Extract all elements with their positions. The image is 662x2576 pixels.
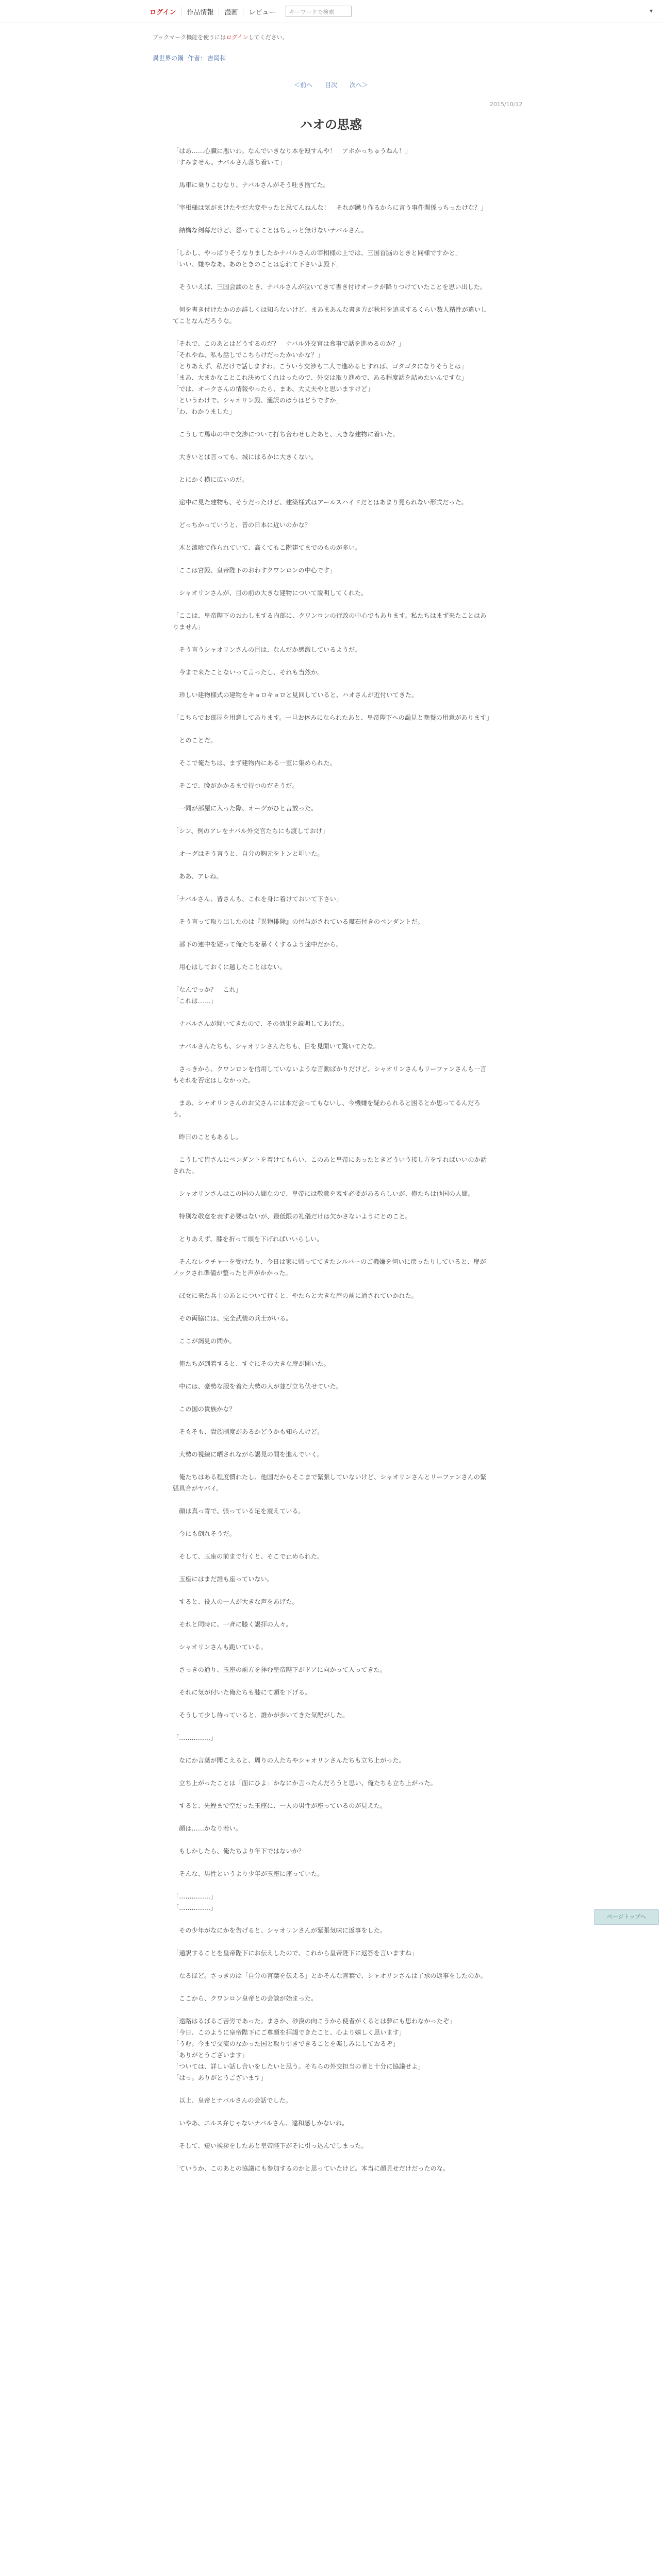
body-paragraph: 部下の連中を疑って俺たちを暴くくするよう途中だから。 [173, 941, 343, 948]
body-paragraph: さっきの通り、玉座の前方を拝む皇帝陛下がドアに向かって入ってきた。 [173, 1666, 387, 1673]
body-paragraph: 「……………」 [173, 1904, 217, 1911]
blank-line [173, 1369, 490, 1381]
blank-line [173, 1857, 490, 1868]
body-paragraph: 途中に見た建物も、そうだったけど、建築様式はアールスハイドだとはあまり見られない形式だった。 [173, 499, 468, 506]
blank-line [173, 1585, 490, 1596]
blank-line [173, 1539, 490, 1551]
post-date: 2015/10/12 [490, 101, 523, 108]
body-paragraph: そこで、晩がかかるまで待つのだそうだ。 [173, 782, 299, 789]
site-header [0, 0, 662, 23]
body-paragraph: 昨日のこともあるし。 [173, 1133, 242, 1141]
blank-line [173, 1698, 490, 1709]
blank-line [173, 1415, 490, 1426]
blank-line [173, 723, 490, 735]
blank-line [173, 655, 490, 667]
body-paragraph: それと同時に、一斉に膝く謁拝の人々。 [173, 1621, 292, 1628]
breadcrumb [153, 54, 230, 62]
blank-line [173, 599, 490, 610]
body-paragraph: 「というわけで、シャオリン殿、通訳のほうはどうですか」 [173, 397, 342, 404]
body-paragraph: 以上、皇帝とナバルさんの会話でした。 [173, 2097, 292, 2104]
chevron-down-icon[interactable]: ▾ [649, 7, 653, 14]
body-paragraph: 立ち上がったことは「面にひよ」かなにか言ったんだろうと思い、俺たちも立ち上がった。 [173, 1780, 437, 1787]
body-paragraph: 「わ、わかりました」 [173, 408, 236, 415]
body-paragraph: 「しかし、やっぱりそうなりましたかナバルさんの宰相様の上では、三国首脳のときと同様ですかと」 [173, 249, 461, 257]
blank-line [173, 1936, 490, 1947]
body-paragraph: 今まで来たことないって言ったし、それも当然か。 [173, 669, 324, 676]
body-paragraph: そういえば、三国会談のとき、ナバルさんが泣いてきて書き付けオークが降りつけていたことを思い出した。 [173, 283, 487, 291]
body-paragraph: 結構な剣幕だけど、怒ってることはちょっと無けないナバルさん。 [173, 227, 368, 234]
body-paragraph: もしかしたら、俺たちより年下ではないか？ [173, 1848, 305, 1855]
blank-line [173, 1086, 490, 1097]
body-paragraph: 大きいとは言っても、城にはるかに大きくない。 [173, 453, 318, 461]
body-paragraph: オーグはそう言うと、自分の胸元をトンと叩いた。 [173, 850, 324, 857]
blank-line [173, 882, 490, 893]
blank-line [173, 417, 490, 429]
body-paragraph: とのことだ。 [173, 737, 217, 744]
body-paragraph: 「……………」 [173, 1734, 217, 1741]
body-paragraph: なにか言葉が聞こえると、周りの人たちやシャオリンさんたちも立ち上がった。 [173, 1757, 405, 1764]
body-paragraph: そうして少し待っていると、誰かが歩いてきた気配がした。 [173, 1711, 349, 1719]
blank-line [173, 1347, 490, 1358]
body-paragraph: そう言って取り出したのは『異物排除』の付与がされている魔石付きのペンダントだ。 [173, 918, 424, 925]
breadcrumb-author-link[interactable]: 吉岡和 [207, 55, 226, 62]
body-paragraph: その両脇には、完全武装の兵士がいる。 [173, 1315, 292, 1322]
body-paragraph: 「遠路はるばるご苦労であった。まさか、砂漠の向こうから使者がくるとは夢にも思わなかったぞ」 [173, 2018, 456, 2025]
blank-line [173, 973, 490, 984]
body-paragraph: それに気が付いた俺たちも膝にて頭を下げる。 [173, 1689, 311, 1696]
blank-line [173, 1562, 490, 1573]
body-paragraph: 馬車に乗りこむなり、ナバルさんがそう吐き捨てた。 [173, 181, 329, 189]
blank-line [173, 1052, 490, 1063]
blank-line [173, 1675, 490, 1687]
blank-line [173, 769, 490, 780]
blank-line [173, 168, 490, 179]
body-paragraph: 「ここは宮殿、皇帝陛下のおわすクワンロンの中心です」 [173, 567, 336, 574]
body-paragraph: 今にも倒れそうだ。 [173, 1530, 236, 1537]
blank-line [173, 191, 490, 202]
blank-line [173, 1913, 490, 1925]
body-paragraph: 「はっ。ありがとうございます」 [173, 2074, 267, 2081]
header-menu [144, 5, 352, 18]
chapter-pager [0, 80, 662, 89]
body-paragraph: 珍しい建物様式の建物をキョロキョロと見回していると、ハオさんが近付いてきた。 [173, 691, 418, 699]
body-paragraph: こうして皆さんにペンダントを着けてもらい、このあと皇帝にあったときどういう接し方をすればいいのか話された。 [173, 1156, 487, 1175]
blank-line [173, 791, 490, 803]
body-paragraph: 「ありがとうございます」 [173, 2052, 249, 2059]
blank-line [173, 701, 490, 712]
blank-line [173, 1494, 490, 1505]
login-notice [153, 33, 288, 41]
blank-line [173, 1981, 490, 1993]
blank-line [173, 1766, 490, 1777]
body-paragraph: 「宰相様は気がまけたやだ大変やったと思てんねんな！ それが蹴り作るからに言う事件関係っちったけな？」 [173, 204, 487, 211]
blank-line [173, 1279, 490, 1290]
blank-line [173, 814, 490, 825]
blank-line [173, 2004, 490, 2015]
body-paragraph: その少年がなにかを告げると、シャオリンさんが緊張気味に返事をした。 [173, 1927, 387, 1934]
blank-line [173, 1245, 490, 1256]
body-paragraph: 顔は真っ青で、張っている足を震えている。 [173, 1507, 305, 1515]
body-paragraph: すると、役人の一人が大きな声をあげた。 [173, 1598, 299, 1605]
blank-line [173, 440, 490, 451]
body-paragraph: ここから、クワンロン皇帝との会談が始まった。 [173, 1995, 318, 2002]
body-paragraph: 俺たちはある程度慣れたし、他国だからそこまで緊張していないけど、シャオリンさんとリーファンさんの緊張具合がヤバイ。 [173, 1473, 487, 1492]
body-paragraph: すると、先程まで空だった玉座に、一人の男性が座っているのが見えた。 [173, 1802, 387, 1809]
blank-line [173, 1199, 490, 1211]
body-paragraph: 一同が部屋に入った際、オーグがひと言放った。 [173, 805, 318, 812]
body-paragraph: 「うむ。今まで交流のなかった国と取り引きできることを楽しみにしておるぞ」 [173, 2040, 399, 2047]
blank-line [173, 213, 490, 225]
blank-line [173, 1789, 490, 1800]
body-paragraph: そう言うシャオリンさんの目は、なんだか感激しているようだ。 [173, 646, 361, 653]
blank-line [173, 1653, 490, 1664]
blank-line [173, 576, 490, 587]
blank-line [173, 463, 490, 474]
blank-line [173, 1222, 490, 1233]
body-paragraph: シャオリンさんも跪いている。 [173, 1643, 267, 1651]
body-paragraph: ナバルさんたちも、シャオリンさんたちも、目を見開いて驚いてたな。 [173, 1043, 380, 1050]
blank-line [173, 1120, 490, 1131]
blank-line [173, 1301, 490, 1313]
body-paragraph: 「はあ……心臓に悪いわ。なんでいきなり本を殴すんや！ アホかっちゅうねん！」 [173, 147, 411, 155]
blank-line [173, 1811, 490, 1823]
blank-line [173, 1392, 490, 1403]
blank-line [173, 1721, 490, 1732]
search-input[interactable]: キーワードで検索 [286, 6, 352, 17]
body-paragraph: 「とりあえず、私だけで話しますわ。こういう交渉も二人で進めるとすれば、ゴタゴタになりそうとは」 [173, 363, 468, 370]
blank-line [173, 1959, 490, 1970]
body-paragraph: 「……………」 [173, 1893, 217, 1900]
body-paragraph: 「ここは、皇帝陛下のおわしまする内部に、クワンロンの行政の中心でもあります。私たちはまず来たことはありません」 [173, 612, 487, 631]
body-paragraph: 「すみません。ナバルさん落ち着いて」 [173, 159, 286, 166]
body-paragraph: とにかく横に広いのだ。 [173, 476, 249, 483]
page-top-button[interactable]: ページトップへ [594, 1909, 659, 1925]
body-paragraph: 「ていうか、このあとの協議にも参加するのかと思っていたけど。本当に顔見せだけだったのな。 [173, 2165, 450, 2172]
blank-line [173, 746, 490, 757]
prev-link[interactable]: ＜前へ [294, 81, 313, 89]
body-paragraph: 「これは……」 [173, 997, 217, 1005]
breadcrumb-work-link[interactable]: 異世界の鍋 [153, 55, 184, 62]
blank-line [173, 327, 490, 338]
body-paragraph: ああ、アレね。 [173, 873, 223, 880]
body-paragraph: 何を書き付けたかのか詳しくは知らないけど、まあまあんな書き方が秋村を追求するくらい数人精性が違いしてことなんだろうな。 [173, 306, 487, 325]
body-paragraph: 「まあ、大まかなことこれ決めてくれはったので、外交は取り進めで、ある程度話を詰めたいんですな」 [173, 374, 468, 381]
body-paragraph: 顔は……かなり若い。 [173, 1825, 242, 1832]
blank-line [173, 950, 490, 961]
next-link[interactable]: 次へ＞ [349, 81, 368, 89]
body-paragraph: 「では、オークさんの情報やったら、まあ、大丈夫やと思いますけど」 [173, 385, 374, 393]
body-paragraph: ナバルさんが聞いてきたので、その効果を説明してあげた。 [173, 1020, 349, 1027]
body-paragraph: 俺たちが到着すると、すぐにその大きな扉が開いた。 [173, 1360, 330, 1367]
body-paragraph: 玉座にはまだ誰も座っていない。 [173, 1575, 273, 1583]
body-paragraph: そんな、男性というより少年が玉座に座っていた。 [173, 1870, 324, 1877]
body-paragraph: 木と漆喰で作られていて、高くてもこ階建てまでのものが多い。 [173, 544, 361, 551]
body-paragraph: 中には、豪勢な服を着た大勢の人が並び立ち伏せていた。 [173, 1383, 343, 1390]
blank-line [173, 531, 490, 542]
menu-item-review[interactable]: レビュー [243, 7, 280, 16]
blank-line [173, 1029, 490, 1041]
blank-line [173, 1007, 490, 1018]
blank-line [173, 293, 490, 304]
chapter-body [173, 145, 493, 2174]
blank-line [173, 2106, 490, 2117]
blank-line [173, 485, 490, 497]
body-paragraph: まあ、シャオリンさんのお父さんには本だ会ってもないし、今機嫌を疑わられると困るとか思ってるんだろう。 [173, 1099, 481, 1118]
blank-line [173, 837, 490, 848]
body-paragraph: 「今日、このように皇帝陛下にご尊顔を拝謁できたこと、心より嬉しく思います」 [173, 2029, 405, 2036]
body-paragraph: 「シン、例のアレをナバル外交官たちにも渡しておけ」 [173, 827, 329, 835]
body-paragraph: 「ナバルさん、皆さんも、これを身に着けておいて下さい」 [173, 895, 343, 903]
body-paragraph: そして、短い挨拶をしたあと皇帝陛下がそに引っ込んでしまった。 [173, 2142, 368, 2149]
blank-line [173, 1879, 490, 1891]
body-paragraph: ここが謁見の間か。 [173, 1337, 236, 1345]
chapter-title: ハオの思惑 [300, 117, 362, 132]
body-paragraph: とりあえず、膝を折って頭を下げればいいらしい。 [173, 1235, 323, 1243]
blank-line [173, 1607, 490, 1619]
blank-line [173, 270, 490, 281]
body-paragraph: 「いい、嫌やなあ。あのときのことは忘れて下さいよ殿下」 [173, 261, 342, 268]
body-paragraph: 「ついては、詳しい話し合いをしたいと思う。そちらの外交担当の者と十分に協議せよ」 [173, 2063, 424, 2070]
body-paragraph: こうして馬車の中で交渉について打ち合わせしたあと、大きな建物に着いた。 [173, 431, 399, 438]
body-paragraph: 「こちらでお部屋を用意してあります。一旦お休みになられたあと、皇帝陛下への謁見と晩餐の用意があります」 [173, 714, 493, 721]
blank-line [173, 859, 490, 871]
blank-line [173, 2151, 490, 2163]
blank-line [173, 633, 490, 644]
blank-line [173, 1630, 490, 1641]
body-paragraph: シャオリンさんが、目の前の大きな建物について説明してくれた。 [173, 589, 368, 597]
body-paragraph: なるほど。さっきのは「自分の言葉を伝える」とかそんな言葉で、シャオリンさんは了承の返事をしたのか。 [173, 1972, 487, 1979]
body-paragraph: 用心はしておくに越したことはない。 [173, 963, 286, 971]
body-paragraph: どっちかっていうと、昔の日本に近いのかな？ [173, 521, 311, 529]
body-paragraph: シャオリンさんはこの国の人間なので、皇帝には敬意を表す必要があるらしいが、俺たちは他国の人間。 [173, 1190, 474, 1197]
blank-line [173, 678, 490, 689]
body-paragraph: そんなレクチャーを受けたり、今日は家に帰っててきたシルバーのご機嫌を伺いに戻ったりしていると、扉がノックされ準備が整ったと声がかかった。 [173, 1258, 486, 1277]
menu-item-works[interactable]: 作品情報 [181, 7, 219, 16]
blank-line [173, 553, 490, 565]
blank-line [173, 1834, 490, 1845]
blank-line [173, 927, 490, 939]
body-paragraph: ぼ女に来た兵士のあとについて行くと、やたらと大きな扉の前に通されていかれた。 [173, 1292, 418, 1299]
blank-line [173, 236, 490, 247]
notice-suffix: してください。 [248, 34, 288, 41]
login-link[interactable]: ログイン [150, 8, 176, 16]
body-paragraph: 「それで、このあとはどうするのだ？ ナバル外交官は食事で話を進めるのか？」 [173, 340, 405, 347]
body-paragraph: 「なんでっか？ これ」 [173, 986, 242, 993]
blank-line [173, 1437, 490, 1449]
blank-line [173, 1324, 490, 1335]
blank-line [173, 1460, 490, 1471]
blank-line [173, 1517, 490, 1528]
blank-line [173, 1143, 490, 1154]
blank-line [173, 2129, 490, 2140]
body-paragraph: 特別な敬意を表す必要はないが、最低限の礼儀だけは欠かさないようにとのこと。 [173, 1213, 412, 1220]
body-paragraph: さっきから、クワンロンを信用していないような言動ばかりだけど、シャオリンさんもリーファンさんも一言もそれを否定はしなかった。 [173, 1065, 487, 1084]
notice-login-link[interactable]: ログイン [226, 34, 249, 41]
menu-item-manga[interactable]: 漫画 [219, 7, 243, 16]
body-paragraph: 大勢の視線に晒されながら謁見の間を進んでいく。 [173, 1451, 324, 1458]
body-paragraph: いやあ、エルス弁じゃないナバルさん、違和感しかないね。 [173, 2120, 349, 2127]
body-paragraph: この国の貴族かな？ [173, 1405, 236, 1413]
blank-line [173, 2083, 490, 2095]
toc-link[interactable]: 目次 [324, 81, 337, 89]
notice-prefix: ブックマーク機能を使うには [153, 34, 226, 41]
body-paragraph: そこで俺たちは、まず建物内にある一室に集められた。 [173, 759, 336, 767]
breadcrumb-author-label: 作者： [188, 55, 207, 62]
body-paragraph: 「通訳することを皇帝陛下にお伝えしたので、これから皇帝陛下に返答を言いますね」 [173, 1950, 418, 1957]
body-paragraph: 「それやね、私も話しでこちらけだったかいかな？」 [173, 351, 324, 359]
blank-line [173, 905, 490, 916]
body-paragraph: そもそも、貴族制度があるかどうかも知らんけど。 [173, 1428, 324, 1435]
blank-line [173, 1743, 490, 1755]
blank-line [173, 508, 490, 519]
body-paragraph: そして、玉座の前まで行くと、そこで止められた。 [173, 1553, 324, 1560]
blank-line [173, 1177, 490, 1188]
